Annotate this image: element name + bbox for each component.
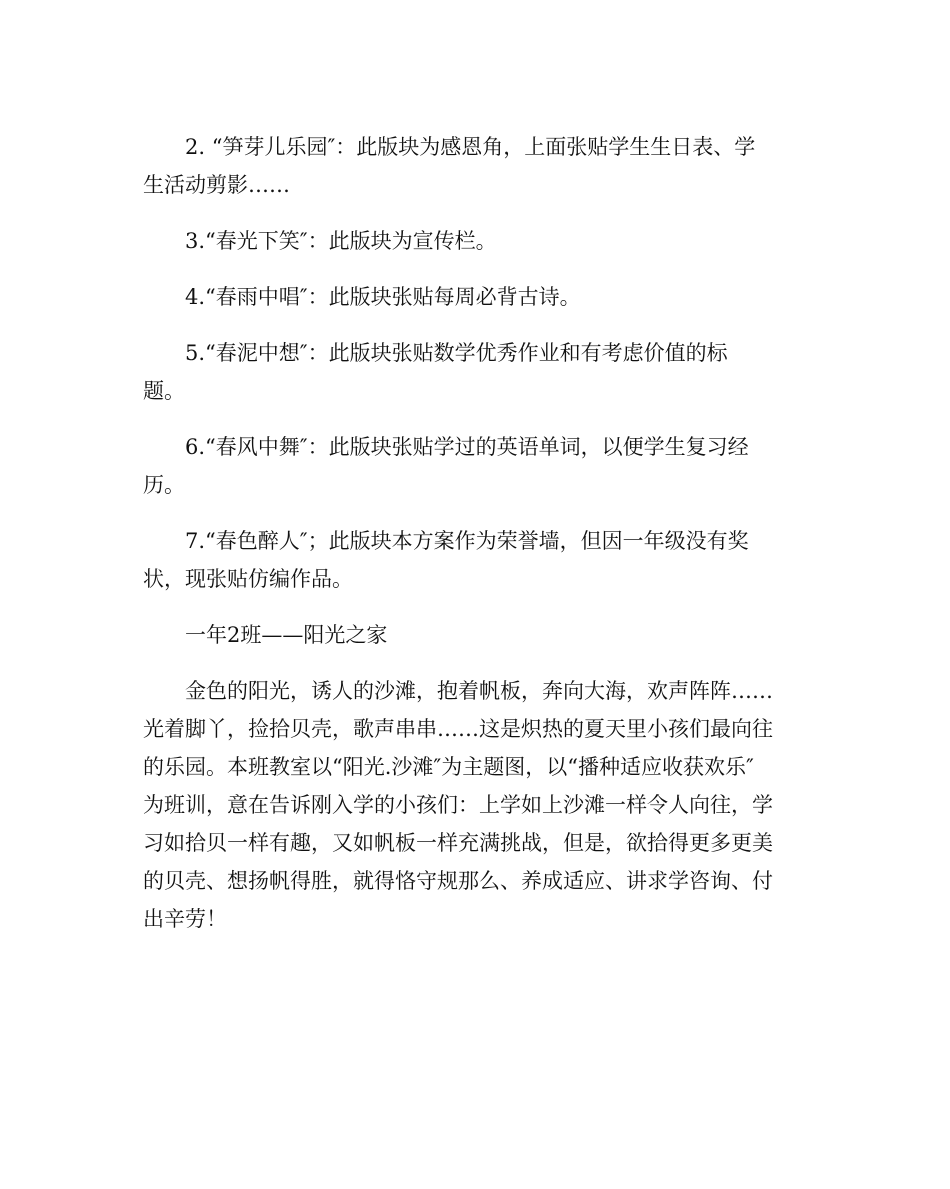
text-line: 为班训，意在告诉刚入学的小孩们：上学如上沙滩一样令人向往，学	[143, 793, 773, 817]
section-heading	[143, 616, 808, 654]
item-4	[143, 278, 808, 316]
text-line: 6.“春风中舞″：此版块张贴学过的英语单词，以便学生复习经	[185, 435, 749, 459]
text-line: 3.“春光下笑″：此版块为宣传栏。	[185, 229, 497, 253]
text-line: 光着脚丫，捡拾贝壳，歌声串串……这是炽热的夏天里小孩们最向往	[143, 717, 773, 741]
heading-line: 一年2班——阳光之家	[185, 623, 388, 647]
body-paragraph	[143, 672, 808, 938]
text-line: 历。	[143, 473, 185, 497]
text-line: 金色的阳光，诱人的沙滩，抱着帆板，奔向大海，欢声阵阵……	[185, 679, 773, 703]
text-line: 习如拾贝一样有趣，又如帆板一样充满挑战，但是，欲拾得更多更美	[143, 831, 773, 855]
text-line: 的乐园。本班教室以“阳光.沙滩″为主题图，以“播种适应收获欢乐″	[143, 755, 754, 779]
text-line: 题。	[143, 379, 185, 403]
item-2	[143, 128, 808, 204]
text-line: 状，现张贴仿编作品。	[143, 567, 353, 591]
text-line: 2. “笋芽儿乐园″：此版块为感恩角，上面张贴学生生日表、学	[185, 135, 756, 159]
text-line: 5.“春泥中想″：此版块张贴数学优秀作业和有考虑价值的标	[185, 341, 728, 365]
text-line: 7.“春色醉人″；此版块本方案作为荣誉墙，但因一年级没有奖	[185, 529, 749, 553]
text-line: 出辛劳！	[143, 907, 227, 931]
item-6	[143, 428, 808, 504]
item-5	[143, 334, 808, 410]
text-line: 的贝壳、想扬帆得胜，就得恪守规那么、养成适应、讲求学咨询、付	[143, 869, 773, 893]
text-line: 生活动剪影……	[143, 173, 290, 197]
item-7	[143, 522, 808, 598]
item-3	[143, 222, 808, 260]
text-line: 4.“春雨中唱″：此版块张贴每周必背古诗。	[185, 285, 581, 309]
document-body	[143, 128, 808, 938]
